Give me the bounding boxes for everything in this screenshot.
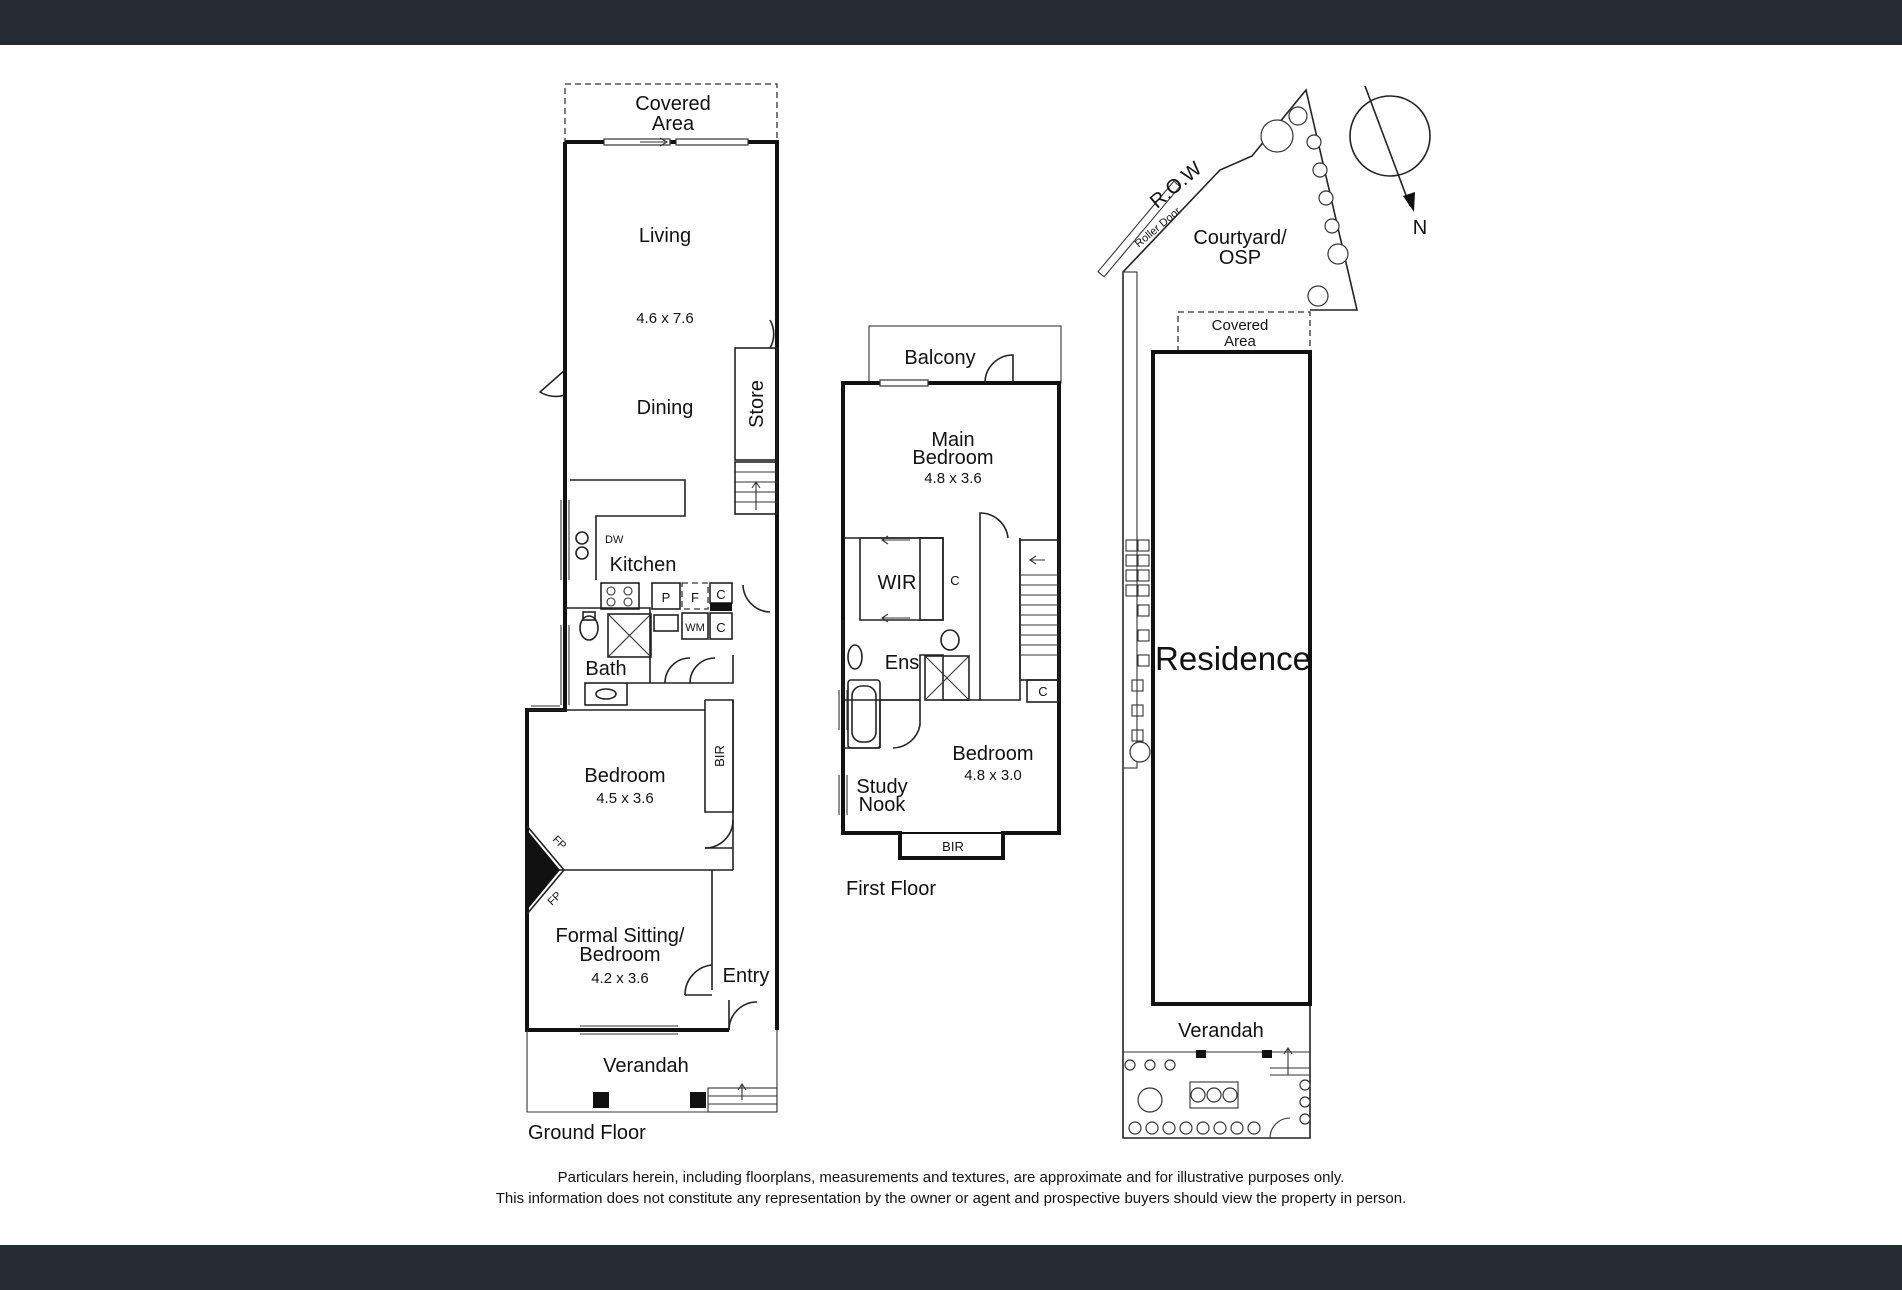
front-steps	[708, 1084, 777, 1112]
kitchen-door-arc	[743, 585, 770, 612]
label-ens: Ens	[884, 652, 920, 674]
label-formal-sitting-dim: 4.2 x 3.6	[591, 970, 649, 987]
verandah-post	[593, 1092, 609, 1108]
label-formal-sitting-2: Bedroom	[579, 944, 661, 966]
first-stairs	[1020, 540, 1059, 680]
label-dw: DW	[605, 534, 624, 546]
label-fp-1: FP	[549, 833, 569, 853]
label-main-bedroom-dim: 4.8 x 3.6	[924, 470, 982, 487]
label-bedroom-ground-dim: 4.5 x 3.6	[596, 790, 654, 807]
label-courtyard-2: OSP	[1218, 247, 1262, 269]
first-floor-plan	[839, 326, 1061, 900]
residence-block	[1153, 352, 1310, 1004]
sitting-door-arc	[685, 965, 712, 995]
disclaimer-line-1: Particulars herein, including floorplans, measurements and textures, are approximate and for illustrative purposes only.	[557, 1169, 1345, 1186]
label-roller-door: Roller Door	[1132, 205, 1184, 251]
bedroom-door-arc	[705, 820, 733, 848]
label-fridge: F	[691, 590, 699, 605]
verandah-post	[690, 1092, 706, 1108]
ensuite-basin	[848, 645, 862, 669]
label-courtyard-1: Courtyard/	[1193, 227, 1287, 249]
front-garden	[1125, 1060, 1310, 1138]
ground-stairs	[735, 462, 777, 514]
label-covered-area-1: Covered	[635, 93, 711, 115]
label-living-dim: 4.6 x 7.6	[636, 310, 694, 327]
front-door-arc	[729, 1002, 757, 1030]
label-site-covered-2: Area	[1224, 333, 1256, 350]
label-bir-ground: BIR	[712, 745, 727, 767]
label-wir: WIR	[877, 572, 917, 594]
label-verandah-ground: Verandah	[603, 1055, 689, 1077]
label-fp-2: FP	[545, 889, 565, 909]
site-entry-arrow	[1284, 1048, 1292, 1075]
label-formal-sitting-1: Formal Sitting/	[555, 925, 685, 947]
first-bedroom-door-arc	[893, 700, 920, 748]
label-c-first-1: C	[950, 573, 960, 588]
ensuite-toilet	[941, 630, 959, 650]
label-study-nook-2: Nook	[858, 794, 906, 816]
garden-plant	[1130, 742, 1150, 762]
site-plan	[1098, 86, 1430, 1138]
label-cupboard-1: C	[716, 587, 726, 602]
label-dining: Dining	[636, 397, 694, 419]
label-store: Store	[746, 380, 768, 428]
label-main-bedroom-2: Bedroom	[912, 447, 994, 469]
label-main-bedroom-1: Main	[931, 429, 975, 451]
garden-plant	[1261, 120, 1293, 152]
ground-floor-plan	[527, 84, 777, 1144]
sink-bowl	[576, 532, 588, 544]
label-covered-area-2: Area	[651, 113, 695, 135]
label-cupboard-2: C	[716, 620, 726, 635]
label-bath: Bath	[585, 658, 627, 680]
west-garden-strip	[1123, 272, 1137, 768]
c-first-1	[920, 538, 943, 620]
north-arrow	[1350, 86, 1430, 212]
label-site-covered-1: Covered	[1211, 317, 1269, 334]
label-wm: WM	[685, 622, 705, 634]
label-bir-first: BIR	[942, 839, 964, 854]
disclaimer-line-2: This information does not constitute any representation by the owner or agent and prospective buyers should view the property in person.	[495, 1190, 1407, 1207]
first-floor-title: First Floor	[846, 878, 936, 900]
store-door-arc	[770, 320, 774, 348]
landing-door-arc	[980, 513, 1008, 538]
label-study-nook-1: Study	[856, 776, 908, 798]
label-living: Living	[638, 225, 692, 247]
label-residence: Residence	[1155, 640, 1311, 677]
sliding-door-right	[676, 139, 748, 145]
stair-well	[980, 538, 1020, 700]
bath-vanity	[585, 683, 627, 705]
label-pantry: P	[661, 590, 671, 605]
ground-floor-title: Ground Floor	[528, 1122, 646, 1144]
label-kitchen: Kitchen	[609, 554, 677, 576]
label-bedroom-first: Bedroom	[952, 743, 1034, 765]
balcony-door-arc	[985, 355, 1013, 383]
balcony-door	[880, 380, 928, 386]
laundry-door-arc	[665, 658, 715, 683]
label-bedroom-first-dim: 4.8 x 3.0	[964, 767, 1022, 784]
label-site-verandah: Verandah	[1178, 1020, 1264, 1042]
side-door-arc	[540, 370, 565, 396]
label-c-first-2: C	[1038, 684, 1048, 699]
label-bedroom-ground: Bedroom	[584, 765, 666, 787]
label-north: N	[1412, 217, 1428, 239]
label-entry: Entry	[722, 965, 770, 987]
outer-wall-east	[565, 142, 777, 1030]
laundry-sink	[654, 615, 678, 631]
label-balcony: Balcony	[904, 347, 976, 369]
label-row: R.O.W	[1146, 157, 1207, 214]
